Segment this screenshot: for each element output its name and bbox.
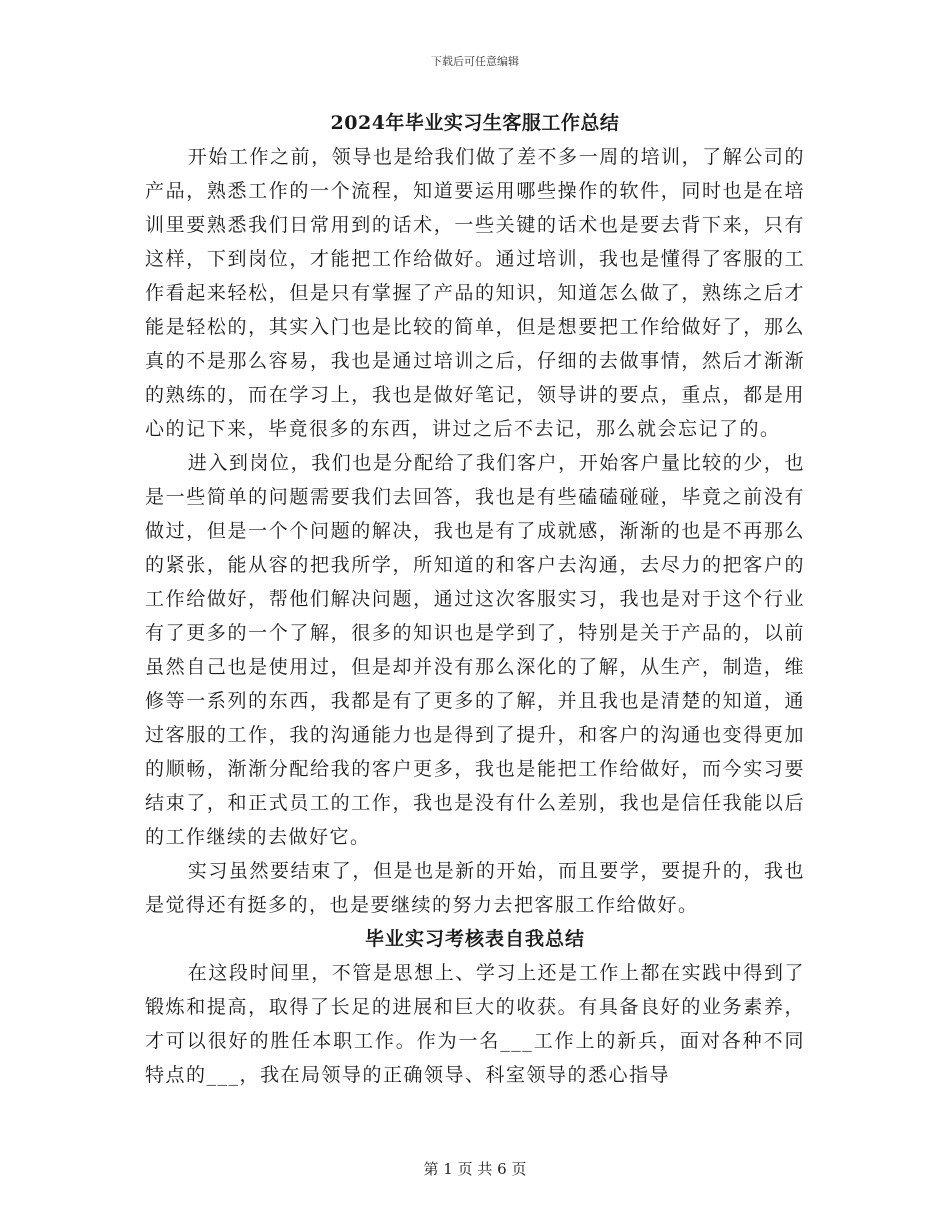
section-paragraph-1: 在这段时间里，不管是思想上、学习上还是工作上都在实践中得到了锻炼和提高，取得了长足的进展和巨大的收获。有具备良好的业务素养，才可以很好的胜任本职工作。作为一名___工作上的新兵，面对各种不同特点的___，我在局领导的正确领导、科室领导的悉心指导 — [145, 962, 805, 1086]
document-body — [145, 106, 805, 1092]
paragraph-1: 开始工作之前，领导也是给我们做了差不多一周的培训，了解公司的产品，熟悉工作的一个流程，知道要运用哪些操作的软件，同时也是在培训里要熟悉我们日常用到的话术，一些关键的话术也是要去背下来，只有这样，下到岗位，才能把工作给做好。通过培训，我也是懂得了客服的工作看起来轻松，但是只有掌握了产品的知识，知道怎么做了，熟练之后才能是轻松的，其实入门也是比较的简单，但是想要把工作给做好了，那么真的不是那么容易，我也是通过培训之后，仔细的去做事情，然后才渐渐的熟练的，而在学习上，我也是做好笔记，领导讲的要点，重点，都是用心的记下来，毕竟很多的东西，讲过之后不去记，那么就会忘记了的。 — [145, 146, 805, 440]
page-header-note: 下载后可任意编辑 — [431, 55, 519, 68]
section-title: 毕业实习考核表自我总结 — [364, 928, 585, 950]
page-footer: 第 1 页 共 6 页 — [423, 1160, 527, 1178]
document-title: 2024年毕业实习生客服工作总结 — [330, 112, 620, 134]
paragraph-3: 实习虽然要结束了，但是也是新的开始，而且要学，要提升的，我也是觉得还有挺多的，也是要继续的努力去把客服工作给做好。 — [145, 860, 805, 916]
paragraph-2: 进入到岗位，我们也是分配给了我们客户，开始客户量比较的少，也是一些简单的问题需要我们去回答，我也是有些磕磕碰碰，毕竟之前没有做过，但是一个个问题的解决，我也是有了成就感，渐渐的也是不再那么的紧张，能从容的把我所学，所知道的和客户去沟通，去尽力的把客户的工作给做好，帮他们解决问题，通过这次客服实习，我也是对于这个行业有了更多的一个了解，很多的知识也是学到了，特别是关于产品的，以前虽然自己也是使用过，但是却并没有那么深化的了解，从生产，制造，维修等一系列的东西，我都是有了更多的了解，并且我也是清楚的知道，通过客服的工作，我的沟通能力也是得到了提升，和客户的沟通也变得更加的顺畅，渐渐分配给我的客户更多，我也是能把工作给做好，而今实习要结束了，和正式员工的工作，我也是没有什么差别，我也是信任我能以后的工作继续的去做好它。 — [145, 452, 805, 848]
